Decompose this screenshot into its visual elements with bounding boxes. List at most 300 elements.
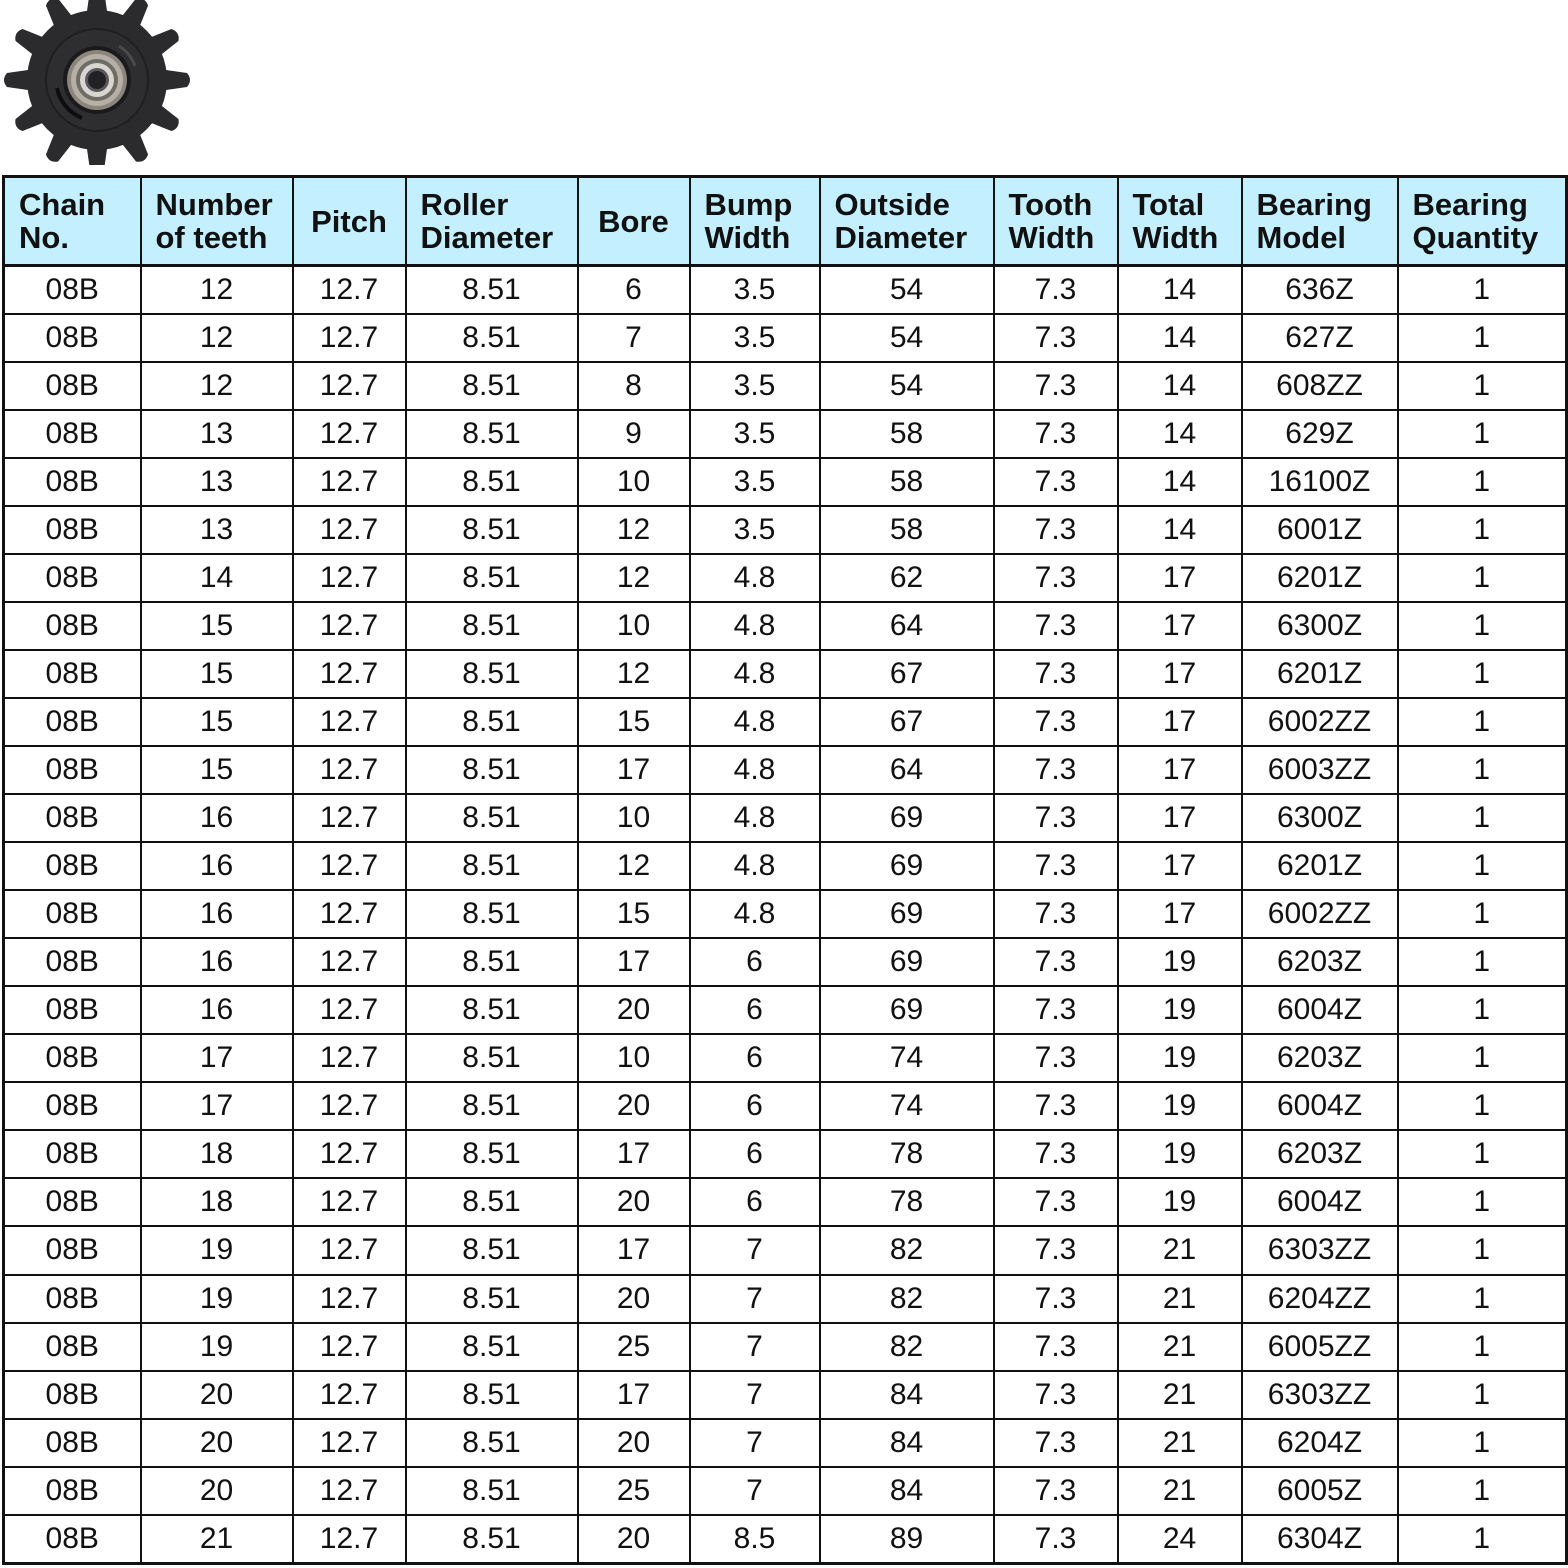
table-cell: 16: [141, 938, 293, 986]
table-cell: 69: [820, 986, 994, 1034]
table-cell: 8.5: [690, 1515, 820, 1564]
table-cell: 12.7: [293, 602, 406, 650]
table-row: [4, 602, 1567, 650]
table-cell: 08B: [4, 890, 141, 938]
table-cell: 14: [1118, 314, 1242, 362]
table-cell: 6204ZZ: [1242, 1275, 1398, 1323]
table-cell: 7.3: [994, 698, 1118, 746]
table-cell: 7.3: [994, 1178, 1118, 1226]
table-cell: 12.7: [293, 890, 406, 938]
table-cell: 8.51: [406, 362, 578, 410]
table-cell: 8.51: [406, 1275, 578, 1323]
table-cell: 08B: [4, 458, 141, 506]
table-cell: 12.7: [293, 938, 406, 986]
table-cell: 7.3: [994, 410, 1118, 458]
table-cell: 16: [141, 842, 293, 890]
table-cell: 8.51: [406, 458, 578, 506]
table-cell: 08B: [4, 842, 141, 890]
table-cell: 1: [1398, 362, 1567, 410]
table-cell: 12.7: [293, 698, 406, 746]
table-cell: 08B: [4, 1130, 141, 1178]
table-cell: 6204Z: [1242, 1419, 1398, 1467]
table-cell: 1: [1398, 794, 1567, 842]
table-cell: 15: [578, 698, 690, 746]
table-row: [4, 794, 1567, 842]
table-cell: 08B: [4, 1034, 141, 1082]
table-row: [4, 1226, 1567, 1274]
table-cell: 12.7: [293, 410, 406, 458]
table-cell: 7.3: [994, 1082, 1118, 1130]
table-cell: 12.7: [293, 794, 406, 842]
table-row: [4, 314, 1567, 362]
table-cell: 1: [1398, 1082, 1567, 1130]
table-cell: 13: [141, 410, 293, 458]
table-cell: 54: [820, 314, 994, 362]
table-cell: 12.7: [293, 1419, 406, 1467]
table-cell: 78: [820, 1130, 994, 1178]
table-row: [4, 1323, 1567, 1371]
table-cell: 7.3: [994, 1467, 1118, 1515]
table-cell: 6203Z: [1242, 1130, 1398, 1178]
table-cell: 1: [1398, 1515, 1567, 1564]
table-cell: 08B: [4, 362, 141, 410]
table-cell: 12.7: [293, 1371, 406, 1419]
table-row: [4, 1419, 1567, 1467]
table-cell: 08B: [4, 266, 141, 315]
table-cell: 9: [578, 410, 690, 458]
table-cell: 17: [578, 1130, 690, 1178]
table-cell: 08B: [4, 1178, 141, 1226]
table-cell: 69: [820, 890, 994, 938]
table-cell: 7: [690, 1275, 820, 1323]
table-cell: 16: [141, 794, 293, 842]
table-cell: 1: [1398, 890, 1567, 938]
table-cell: 20: [578, 986, 690, 1034]
table-cell: 7.3: [994, 314, 1118, 362]
table-cell: 08B: [4, 1467, 141, 1515]
table-cell: 3.5: [690, 410, 820, 458]
table-cell: 12.7: [293, 1467, 406, 1515]
table-cell: 15: [578, 890, 690, 938]
table-cell: 8.51: [406, 938, 578, 986]
table-cell: 8.51: [406, 554, 578, 602]
table-cell: 7.3: [994, 1130, 1118, 1178]
table-cell: 6002ZZ: [1242, 698, 1398, 746]
table-cell: 14: [1118, 458, 1242, 506]
table-cell: 17: [578, 938, 690, 986]
table-cell: 17: [1118, 554, 1242, 602]
product-image: [0, 0, 196, 165]
table-cell: 8.51: [406, 1082, 578, 1130]
table-cell: 6303ZZ: [1242, 1371, 1398, 1419]
table-row: [4, 890, 1567, 938]
table-cell: 8.51: [406, 650, 578, 698]
table-cell: 12.7: [293, 458, 406, 506]
table-cell: 21: [1118, 1323, 1242, 1371]
table-row: [4, 266, 1567, 315]
table-cell: 20: [578, 1275, 690, 1323]
table-row: [4, 1275, 1567, 1323]
table-cell: 54: [820, 362, 994, 410]
table-cell: 18: [141, 1178, 293, 1226]
table-cell: 08B: [4, 794, 141, 842]
table-cell: 15: [141, 602, 293, 650]
table-cell: 8.51: [406, 506, 578, 554]
table-cell: 08B: [4, 650, 141, 698]
table-cell: 7: [690, 1371, 820, 1419]
table-cell: 16: [141, 986, 293, 1034]
table-cell: 6004Z: [1242, 1178, 1398, 1226]
table-cell: 8.51: [406, 746, 578, 794]
table-row: [4, 986, 1567, 1034]
table-cell: 12.7: [293, 986, 406, 1034]
table-cell: 6303ZZ: [1242, 1226, 1398, 1274]
table-cell: 19: [1118, 1082, 1242, 1130]
table-cell: 7.3: [994, 458, 1118, 506]
table-cell: 08B: [4, 746, 141, 794]
table-cell: 12.7: [293, 746, 406, 794]
table-cell: 62: [820, 554, 994, 602]
table-cell: 12: [141, 362, 293, 410]
table-cell: 18: [141, 1130, 293, 1178]
table-cell: 13: [141, 506, 293, 554]
table-cell: 1: [1398, 410, 1567, 458]
table-cell: 15: [141, 746, 293, 794]
table-cell: 67: [820, 698, 994, 746]
table-row: [4, 650, 1567, 698]
table-cell: 08B: [4, 986, 141, 1034]
table-cell: 8.51: [406, 986, 578, 1034]
table-cell: 14: [1118, 266, 1242, 315]
table-cell: 20: [578, 1178, 690, 1226]
table-cell: 74: [820, 1034, 994, 1082]
table-cell: 6005ZZ: [1242, 1323, 1398, 1371]
table-cell: 84: [820, 1371, 994, 1419]
table-cell: 7.3: [994, 362, 1118, 410]
table-cell: 08B: [4, 1275, 141, 1323]
table-cell: 84: [820, 1467, 994, 1515]
table-cell: 6300Z: [1242, 794, 1398, 842]
table-cell: 17: [1118, 890, 1242, 938]
spec-table-container: [2, 175, 1565, 1565]
table-cell: 74: [820, 1082, 994, 1130]
table-cell: 4.8: [690, 746, 820, 794]
table-row: [4, 410, 1567, 458]
table-cell: 6: [690, 1178, 820, 1226]
table-cell: 82: [820, 1226, 994, 1274]
table-cell: 6: [690, 1034, 820, 1082]
table-cell: 67: [820, 650, 994, 698]
table-cell: 19: [1118, 1178, 1242, 1226]
table-cell: 12.7: [293, 1515, 406, 1564]
table-cell: 82: [820, 1275, 994, 1323]
table-cell: 6: [690, 1130, 820, 1178]
table-cell: 7.3: [994, 1419, 1118, 1467]
table-cell: 4.8: [690, 842, 820, 890]
column-header-bearing-model: Bearing Model: [1242, 177, 1398, 266]
table-cell: 21: [141, 1515, 293, 1564]
table-cell: 12.7: [293, 314, 406, 362]
table-row: [4, 1371, 1567, 1419]
table-cell: 15: [141, 650, 293, 698]
table-cell: 6: [578, 266, 690, 315]
table-cell: 7.3: [994, 986, 1118, 1034]
table-cell: 7: [690, 1323, 820, 1371]
table-cell: 1: [1398, 1275, 1567, 1323]
table-cell: 1: [1398, 1178, 1567, 1226]
table-cell: 19: [1118, 1130, 1242, 1178]
column-header-roller-diameter: Roller Diameter: [406, 177, 578, 266]
table-cell: 69: [820, 842, 994, 890]
table-cell: 19: [1118, 938, 1242, 986]
column-header-bearing-quantity: Bearing Quantity: [1398, 177, 1567, 266]
table-cell: 8.51: [406, 890, 578, 938]
table-cell: 4.8: [690, 602, 820, 650]
table-cell: 64: [820, 602, 994, 650]
column-header-bore: Bore: [578, 177, 690, 266]
table-cell: 6002ZZ: [1242, 890, 1398, 938]
table-cell: 12.7: [293, 1275, 406, 1323]
table-cell: 12.7: [293, 362, 406, 410]
table-cell: 24: [1118, 1515, 1242, 1564]
table-cell: 15: [141, 698, 293, 746]
table-cell: 4.8: [690, 650, 820, 698]
table-cell: 7.3: [994, 1371, 1118, 1419]
table-cell: 1: [1398, 746, 1567, 794]
column-header-tooth-width: Tooth Width: [994, 177, 1118, 266]
spec-table: [2, 175, 1568, 1565]
table-cell: 4.8: [690, 698, 820, 746]
table-cell: 7.3: [994, 842, 1118, 890]
table-cell: 82: [820, 1323, 994, 1371]
table-cell: 84: [820, 1419, 994, 1467]
table-cell: 17: [578, 1226, 690, 1274]
table-cell: 12.7: [293, 266, 406, 315]
table-row: [4, 746, 1567, 794]
table-cell: 17: [1118, 602, 1242, 650]
table-cell: 58: [820, 410, 994, 458]
table-cell: 3.5: [690, 458, 820, 506]
table-cell: 17: [1118, 842, 1242, 890]
table-cell: 6201Z: [1242, 554, 1398, 602]
table-cell: 08B: [4, 1323, 141, 1371]
table-cell: 1: [1398, 314, 1567, 362]
table-cell: 8.51: [406, 1323, 578, 1371]
table-cell: 6304Z: [1242, 1515, 1398, 1564]
table-cell: 8.51: [406, 1371, 578, 1419]
table-cell: 627Z: [1242, 314, 1398, 362]
table-cell: 7.3: [994, 554, 1118, 602]
table-cell: 7.3: [994, 938, 1118, 986]
table-row: [4, 458, 1567, 506]
table-cell: 12.7: [293, 1226, 406, 1274]
table-row: [4, 362, 1567, 410]
table-cell: 8.51: [406, 602, 578, 650]
table-cell: 12: [578, 842, 690, 890]
table-cell: 1: [1398, 938, 1567, 986]
table-cell: 08B: [4, 1226, 141, 1274]
table-cell: 08B: [4, 314, 141, 362]
table-cell: 6300Z: [1242, 602, 1398, 650]
table-cell: 6: [690, 986, 820, 1034]
table-row: [4, 1130, 1567, 1178]
table-cell: 1: [1398, 1226, 1567, 1274]
table-cell: 8.51: [406, 1515, 578, 1564]
table-row: [4, 1467, 1567, 1515]
table-cell: 8.51: [406, 314, 578, 362]
table-cell: 6: [690, 1082, 820, 1130]
table-cell: 08B: [4, 410, 141, 458]
table-cell: 8.51: [406, 410, 578, 458]
table-cell: 608ZZ: [1242, 362, 1398, 410]
table-cell: 3.5: [690, 314, 820, 362]
table-cell: 7.3: [994, 506, 1118, 554]
table-cell: 08B: [4, 554, 141, 602]
table-cell: 7: [690, 1419, 820, 1467]
table-cell: 12: [141, 314, 293, 362]
table-row: [4, 554, 1567, 602]
table-cell: 12.7: [293, 1034, 406, 1082]
table-cell: 1: [1398, 986, 1567, 1034]
table-cell: 78: [820, 1178, 994, 1226]
table-cell: 8.51: [406, 1178, 578, 1226]
table-cell: 1: [1398, 1130, 1567, 1178]
table-row: [4, 1082, 1567, 1130]
table-row: [4, 1034, 1567, 1082]
table-cell: 16100Z: [1242, 458, 1398, 506]
table-cell: 4.8: [690, 890, 820, 938]
table-cell: 12.7: [293, 842, 406, 890]
table-cell: 89: [820, 1515, 994, 1564]
table-cell: 12.7: [293, 1082, 406, 1130]
table-cell: 25: [578, 1323, 690, 1371]
table-cell: 12.7: [293, 1178, 406, 1226]
sprocket-image: [0, 0, 196, 165]
table-row: [4, 506, 1567, 554]
table-cell: 08B: [4, 506, 141, 554]
table-cell: 3.5: [690, 266, 820, 315]
table-cell: 1: [1398, 650, 1567, 698]
table-cell: 6201Z: [1242, 842, 1398, 890]
table-cell: 3.5: [690, 506, 820, 554]
table-cell: 8.51: [406, 1034, 578, 1082]
table-cell: 19: [141, 1226, 293, 1274]
table-cell: 7: [690, 1226, 820, 1274]
table-cell: 7.3: [994, 602, 1118, 650]
column-header-outside-diameter: Outside Diameter: [820, 177, 994, 266]
table-cell: 16: [141, 890, 293, 938]
table-cell: 1: [1398, 1323, 1567, 1371]
table-cell: 1: [1398, 698, 1567, 746]
table-cell: 08B: [4, 938, 141, 986]
table-cell: 08B: [4, 1515, 141, 1564]
table-cell: 1: [1398, 1034, 1567, 1082]
table-cell: 58: [820, 506, 994, 554]
table-row: [4, 698, 1567, 746]
table-cell: 69: [820, 938, 994, 986]
table-cell: 14: [1118, 362, 1242, 410]
table-cell: 08B: [4, 1082, 141, 1130]
table-cell: 13: [141, 458, 293, 506]
column-header-chain-no: Chain No.: [4, 177, 141, 266]
table-cell: 8.51: [406, 1419, 578, 1467]
table-cell: 14: [1118, 410, 1242, 458]
table-cell: 1: [1398, 266, 1567, 315]
table-cell: 12.7: [293, 554, 406, 602]
table-cell: 21: [1118, 1371, 1242, 1419]
table-cell: 17: [1118, 698, 1242, 746]
table-cell: 8.51: [406, 1130, 578, 1178]
table-cell: 6: [690, 938, 820, 986]
table-cell: 12.7: [293, 1130, 406, 1178]
table-cell: 64: [820, 746, 994, 794]
table-cell: 8.51: [406, 266, 578, 315]
table-cell: 7.3: [994, 1275, 1118, 1323]
table-cell: 4.8: [690, 794, 820, 842]
table-cell: 8: [578, 362, 690, 410]
table-cell: 19: [141, 1275, 293, 1323]
table-body: [4, 266, 1567, 1564]
table-cell: 7: [690, 1467, 820, 1515]
table-cell: 8.51: [406, 698, 578, 746]
table-cell: 20: [141, 1371, 293, 1419]
table-cell: 8.51: [406, 794, 578, 842]
table-cell: 12: [578, 554, 690, 602]
table-cell: 8.51: [406, 1226, 578, 1274]
table-header-row: [4, 177, 1567, 266]
table-cell: 21: [1118, 1419, 1242, 1467]
table-cell: 1: [1398, 554, 1567, 602]
table-cell: 54: [820, 266, 994, 315]
table-cell: 12: [578, 650, 690, 698]
table-cell: 3.5: [690, 362, 820, 410]
table-cell: 21: [1118, 1226, 1242, 1274]
table-cell: 7.3: [994, 1323, 1118, 1371]
table-cell: 20: [578, 1515, 690, 1564]
table-cell: 10: [578, 1034, 690, 1082]
table-cell: 12.7: [293, 650, 406, 698]
table-cell: 20: [141, 1467, 293, 1515]
table-cell: 17: [578, 1371, 690, 1419]
table-cell: 6201Z: [1242, 650, 1398, 698]
table-cell: 08B: [4, 698, 141, 746]
table-cell: 7.3: [994, 890, 1118, 938]
table-cell: 10: [578, 602, 690, 650]
table-cell: 1: [1398, 602, 1567, 650]
table-row: [4, 1515, 1567, 1564]
table-cell: 1: [1398, 1467, 1567, 1515]
table-cell: 6203Z: [1242, 1034, 1398, 1082]
table-cell: 10: [578, 794, 690, 842]
table-cell: 19: [1118, 986, 1242, 1034]
table-cell: 1: [1398, 458, 1567, 506]
table-cell: 636Z: [1242, 266, 1398, 315]
table-cell: 629Z: [1242, 410, 1398, 458]
table-row: [4, 938, 1567, 986]
table-cell: 20: [141, 1419, 293, 1467]
table-cell: 6005Z: [1242, 1467, 1398, 1515]
table-cell: 69: [820, 794, 994, 842]
column-header-number-of-teeth: Number of teeth: [141, 177, 293, 266]
table-row: [4, 1178, 1567, 1226]
table-cell: 25: [578, 1467, 690, 1515]
table-cell: 17: [1118, 746, 1242, 794]
table-cell: 7.3: [994, 1515, 1118, 1564]
table-cell: 20: [578, 1082, 690, 1130]
table-cell: 6004Z: [1242, 1082, 1398, 1130]
table-cell: 12.7: [293, 1323, 406, 1371]
table-cell: 17: [141, 1082, 293, 1130]
